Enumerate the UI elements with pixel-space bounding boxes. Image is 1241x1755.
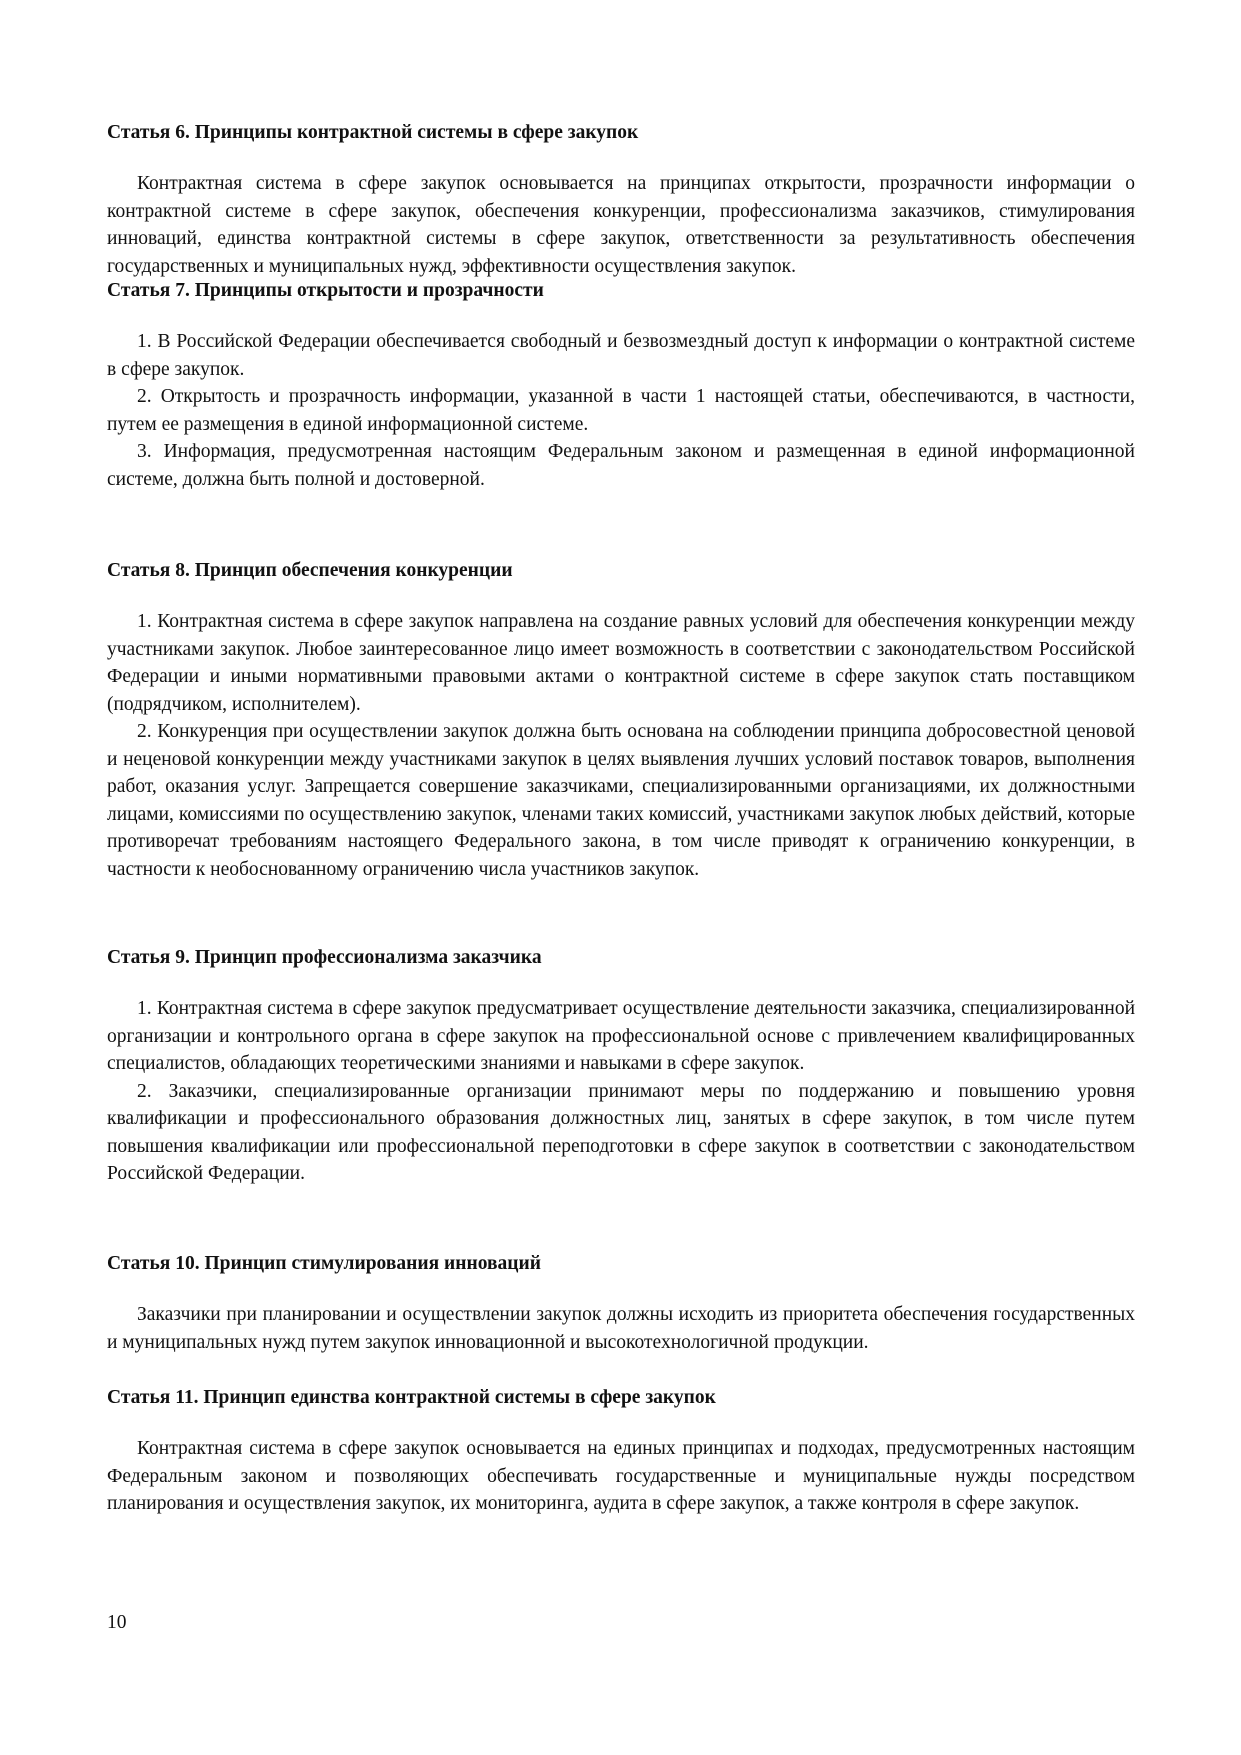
article-10-paragraph-1: Заказчики при планировании и осуществлении закупок должны исходить из приоритета обеспечения государственных и муниципальных нужд путем закупок инновационной и высокотехнологичной продукции.: [107, 1304, 1135, 1353]
page-number: 10: [107, 1612, 127, 1633]
article-10: [107, 1250, 1135, 1356]
article-9-paragraph-2: 2. Заказчики, специализированные организации принимают меры по поддержанию и повышению уровня квалификации и профессионального образования должностных лиц, занятых в сфере закупок, в том числе путем повышения квалификации или профессиональной переподготовки в сфере закупок в соответствии с законодательством Российской Федерации.: [107, 1080, 1135, 1184]
article-9-paragraph-1: 1. Контрактная система в сфере закупок предусматривает осуществление деятельности заказчика, специализированной организации и контрольного органа в сфере закупок на профессиональной основе с привлечением квалифицированных специалистов, обладающих теоретическими знаниями и навыками в сфере закупок.: [107, 998, 1135, 1074]
article-8-paragraph-1: 1. Контрактная система в сфере закупок направлена на создание равных условий для обеспечения конкуренции между участниками закупок. Любое заинтересованное лицо имеет возможность в соответствии с законодательством Российской Федерации и иными нормативными правовыми актами о контрактной системе в сфере закупок стать поставщиком (подрядчиком, исполнителем).: [107, 611, 1135, 715]
article-7-paragraph-2: 2. Открытость и прозрачность информации, указанной в части 1 настоящей статьи, обеспечиваются, в частности, путем ее размещения в единой информационной системе.: [107, 386, 1135, 435]
article-9-heading: Статья 9. Принцип профессионализма заказчика: [107, 947, 542, 968]
article-6-paragraph-1: Контрактная система в сфере закупок основывается на принципах открытости, прозрачности информации о контрактной системе в сфере закупок, обеспечения конкуренции, профессионализма заказчиков, стимулирования инноваций, единства контрактной системы в сфере закупок, ответственности за результативность обеспечения государственных и муниципальных нужд, эффективности осуществления закупок.: [107, 173, 1135, 277]
article-7-heading: Статья 7. Принципы открытости и прозрачности: [107, 280, 544, 301]
article-9: [107, 944, 1135, 1188]
article-11-paragraph-1: Контрактная система в сфере закупок основывается на единых принципах и подходах, предусмотренных настоящим Федеральным законом и позволяющих обеспечивать государственные и муниципальные нужды посредством планирования и осуществления закупок, их мониторинга, аудита в сфере закупок, а также контроля в сфере закупок.: [107, 1438, 1135, 1514]
article-8: [107, 557, 1135, 883]
article-8-paragraph-2: 2. Конкуренция при осуществлении закупок должна быть основана на соблюдении принципа добросовестной ценовой и неценовой конкуренции между участниками закупок в целях выявления лучших условий поставок товаров, выполнения работ, оказания услуг. Запрещается совершение заказчиками, специализированными организациями, их должностными лицами, комиссиями по осуществлению закупок, членами таких комиссий, участниками закупок любых действий, которые противоречат требованиям настоящего Федерального закона, в том числе приводят к ограничению конкуренции, в частности к необоснованному ограничению числа участников закупок.: [107, 721, 1135, 880]
article-11: [107, 1384, 1135, 1518]
document-page: [107, 0, 1135, 1755]
article-11-heading: Статья 11. Принцип единства контрактной системы в сфере закупок: [107, 1387, 716, 1408]
article-8-heading: Статья 8. Принцип обеспечения конкуренции: [107, 560, 513, 581]
article-7-paragraph-3: 3. Информация, предусмотренная настоящим Федеральным законом и размещенная в единой информационной системе, должна быть полной и достоверной.: [107, 441, 1135, 490]
article-6-heading: Статья 6. Принципы контрактной системы в сфере закупок: [107, 122, 639, 143]
article-7: [107, 277, 1135, 493]
article-6: [107, 119, 1135, 280]
article-7-paragraph-1: 1. В Российской Федерации обеспечивается свободный и безвозмездный доступ к информации о контрактной системе в сфере закупок.: [107, 331, 1135, 380]
article-10-heading: Статья 10. Принцип стимулирования инноваций: [107, 1253, 541, 1274]
